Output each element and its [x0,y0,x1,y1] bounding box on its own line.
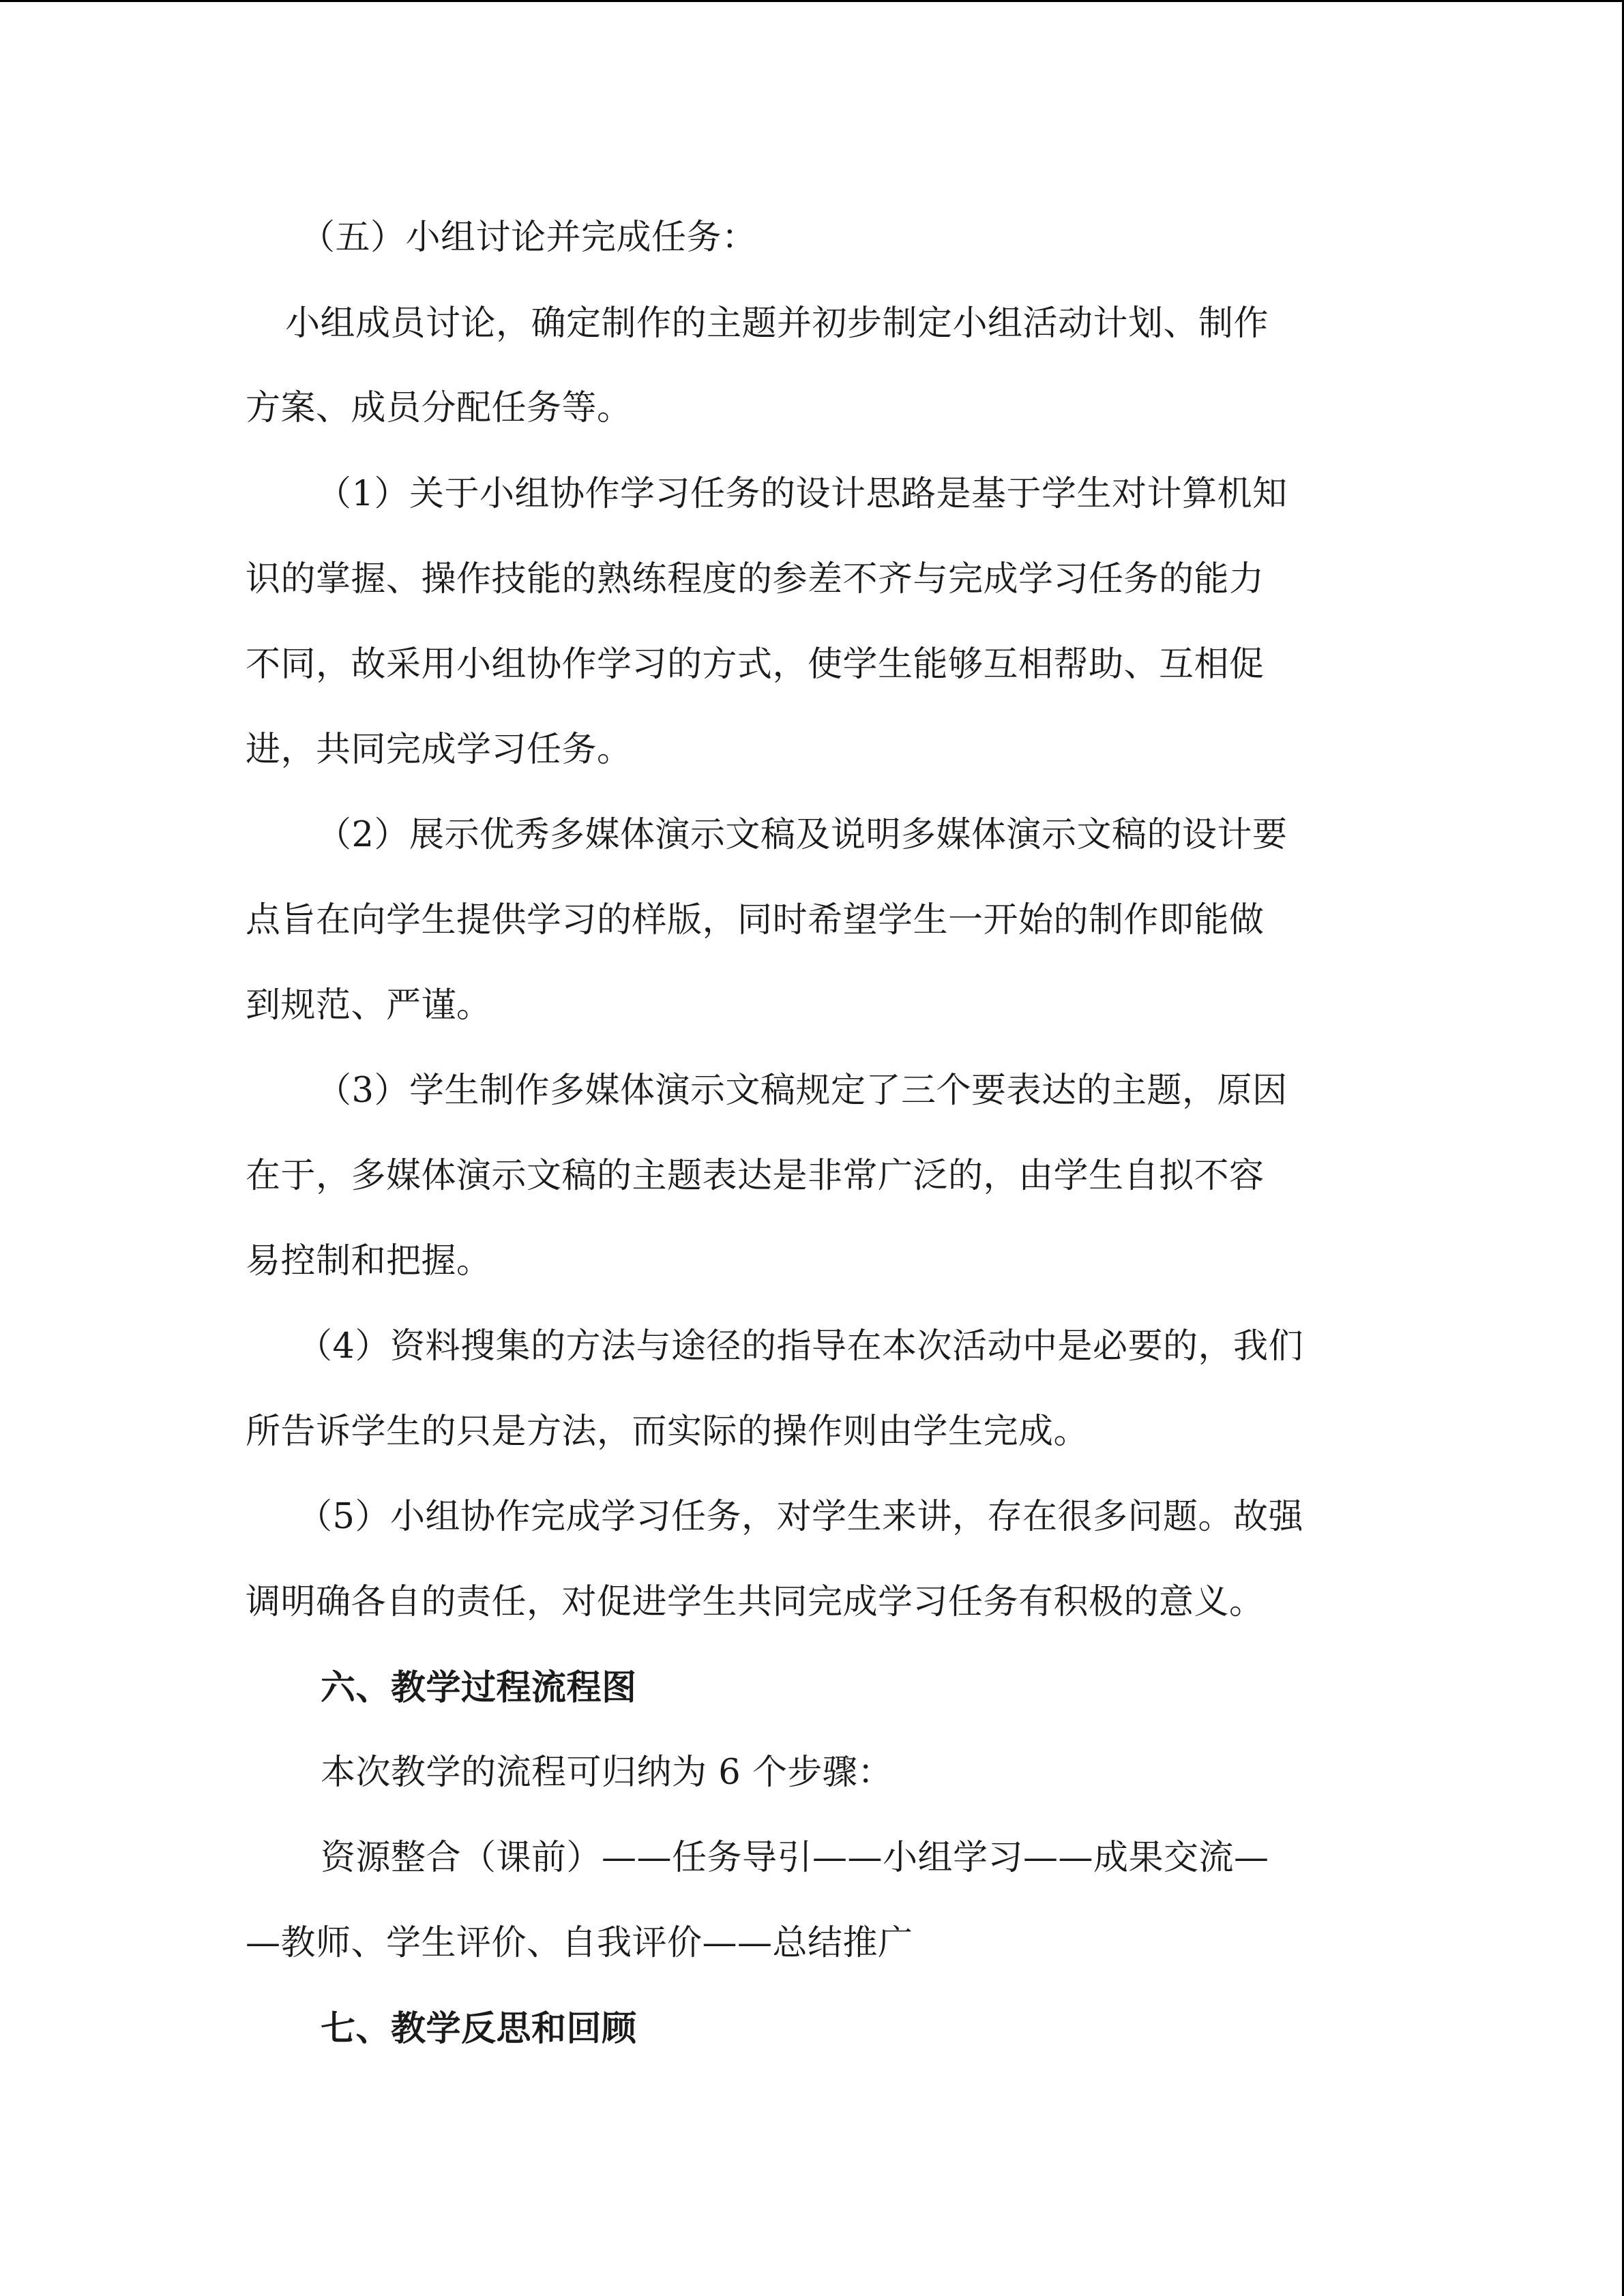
paragraph-line: （3）学生制作多媒体演示文稿规定了三个要表达的主题，原因 [316,1071,1288,1111]
paragraph-line: 所告诉学生的只是方法，而实际的操作则由学生完成。 [246,1412,1089,1452]
section-heading-flowchart: 六、教学过程流程图 [321,1667,637,1708]
paragraph-line: 调明确各自的责任，对促进学生共同完成学习任务有积极的意义。 [246,1582,1265,1622]
paragraph-line: 到规范、严谨。 [246,985,492,1026]
paragraph-line: 识的掌握、操作技能的熟练程度的参差不齐与完成学习任务的能力 [246,559,1265,599]
paragraph-line: —教师、学生评价、自我评价——总结推广 [246,1923,913,1963]
paragraph-line: 小组成员讨论，确定制作的主题并初步制定小组活动计划、制作 [285,303,1269,344]
paragraph-line: （1）关于小组协作学习任务的设计思路是基于学生对计算机知 [316,474,1288,514]
paragraph-line: 在于，多媒体演示文稿的主题表达是非常广泛的，由学生自拟不容 [246,1156,1265,1196]
paragraph-line: 进，共同完成学习任务。 [246,730,632,770]
paragraph-line: 不同，故采用小组协作学习的方式，使学生能够互相帮助、互相促 [246,644,1265,685]
paragraph-line: 易控制和把握。 [246,1241,492,1281]
paragraph-line: 本次教学的流程可归纳为 6 个步骤： [321,1753,893,1793]
paragraph-line: 方案、成员分配任务等。 [246,388,632,428]
paragraph-line: （4）资料搜集的方法与途径的指导在本次活动中是必要的，我们 [297,1326,1303,1367]
page-top-border [0,0,1624,2]
paragraph-line: （5）小组协作完成学习任务，对学生来讲，存在很多问题。故强 [297,1497,1303,1537]
paragraph-line: （2）展示优秀多媒体演示文稿及说明多媒体演示文稿的设计要 [316,815,1288,855]
paragraph-line: 点旨在向学生提供学习的样版，同时希望学生一开始的制作即能做 [246,900,1265,940]
section-heading-reflection: 七、教学反思和回顾 [321,2008,637,2049]
section-heading-group-discussion: （五）小组讨论并完成任务： [300,218,757,258]
paragraph-line: 资源整合（课前）——任务导引——小组学习——成果交流— [321,1838,1269,1878]
